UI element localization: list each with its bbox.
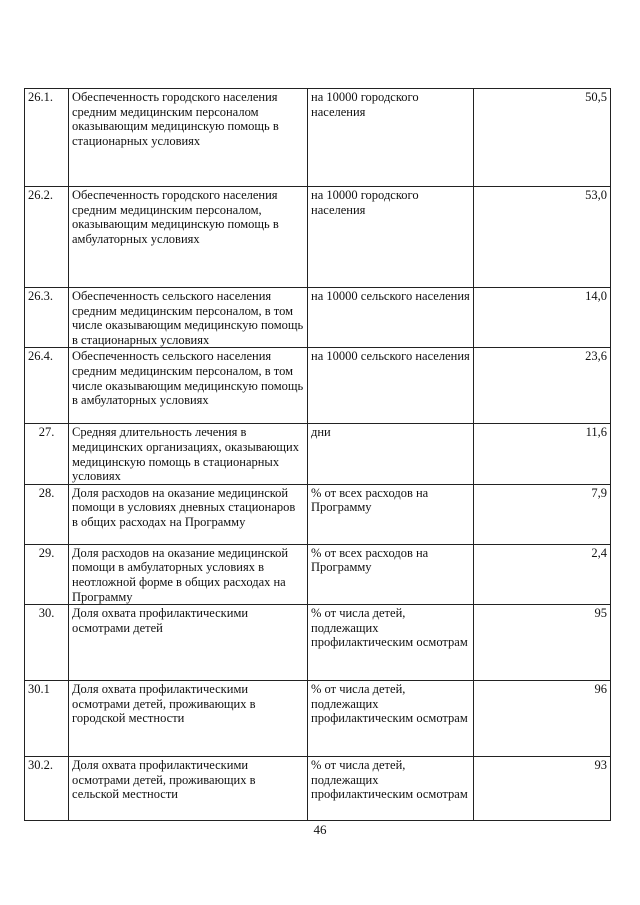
table-row (25, 348, 611, 424)
table-row (25, 424, 611, 484)
indicators-table (24, 88, 611, 821)
unit-of-measure: % от числа детей, подлежащих профилактическим осмотрам (308, 605, 474, 681)
table-row (25, 89, 611, 187)
indicator-value: 23,6 (474, 348, 611, 424)
table-row (25, 681, 611, 757)
indicator-name: Доля охвата профилактическими осмотрами детей, проживающих в городской местности (69, 681, 308, 757)
indicator-value: 11,6 (474, 424, 611, 484)
table-row (25, 484, 611, 544)
indicator-name: Средняя длительность лечения в медицинских организациях, оказывающих медицинскую помощь в стационарных условиях (69, 424, 308, 484)
unit-of-measure: на 10000 городского населения (308, 187, 474, 288)
table-row (25, 187, 611, 288)
row-number: 28. (25, 484, 69, 544)
indicator-value: 7,9 (474, 484, 611, 544)
indicator-value: 50,5 (474, 89, 611, 187)
indicator-name: Доля охвата профилактическими осмотрами детей (69, 605, 308, 681)
row-number: 26.4. (25, 348, 69, 424)
row-number: 26.3. (25, 288, 69, 348)
row-number: 30. (25, 605, 69, 681)
unit-of-measure: на 10000 сельского населения (308, 288, 474, 348)
unit-of-measure: % от всех расходов на Программу (308, 544, 474, 604)
indicator-value: 53,0 (474, 187, 611, 288)
indicator-name: Доля расходов на оказание медицинской помощи в амбулаторных условиях в неотложной форме в общих расходах на Программу (69, 544, 308, 604)
indicator-value: 2,4 (474, 544, 611, 604)
table-row (25, 544, 611, 604)
unit-of-measure: % от числа детей, подлежащих профилактическим осмотрам (308, 757, 474, 821)
table-row (25, 605, 611, 681)
indicator-name: Доля расходов на оказание медицинской помощи в условиях дневных стационаров в общих расходах на Программу (69, 484, 308, 544)
unit-of-measure: на 10000 городского населения (308, 89, 474, 187)
indicator-name: Доля охвата профилактическими осмотрами детей, проживающих в сельской местности (69, 757, 308, 821)
indicator-value: 14,0 (474, 288, 611, 348)
row-number: 26.1. (25, 89, 69, 187)
row-number: 30.2. (25, 757, 69, 821)
unit-of-measure: дни (308, 424, 474, 484)
indicator-value: 93 (474, 757, 611, 821)
unit-of-measure: на 10000 сельского населения (308, 348, 474, 424)
indicator-name: Обеспеченность городского населения средним медицинским персоналом, оказывающим медицинскую помощь в амбулаторных условиях (69, 187, 308, 288)
indicator-value: 95 (474, 605, 611, 681)
table-row (25, 757, 611, 821)
unit-of-measure: % от всех расходов на Программу (308, 484, 474, 544)
row-number: 30.1 (25, 681, 69, 757)
page-number: 46 (313, 822, 327, 837)
row-number: 26.2. (25, 187, 69, 288)
indicator-name: Обеспеченность сельского населения средним медицинским персоналом, в том числе оказывающим медицинскую помощь в амбулаторных условиях (69, 348, 308, 424)
row-number: 29. (25, 544, 69, 604)
unit-of-measure: % от числа детей, подлежащих профилактическим осмотрам (308, 681, 474, 757)
indicator-value: 96 (474, 681, 611, 757)
row-number: 27. (25, 424, 69, 484)
table-row (25, 288, 611, 348)
indicator-name: Обеспеченность сельского населения средним медицинским персоналом, в том числе оказывающим медицинскую помощь в стационарных условиях (69, 288, 308, 348)
indicator-name: Обеспеченность городского населения средним медицинским персоналом оказывающим медицинскую помощь в стационарных условиях (69, 89, 308, 187)
